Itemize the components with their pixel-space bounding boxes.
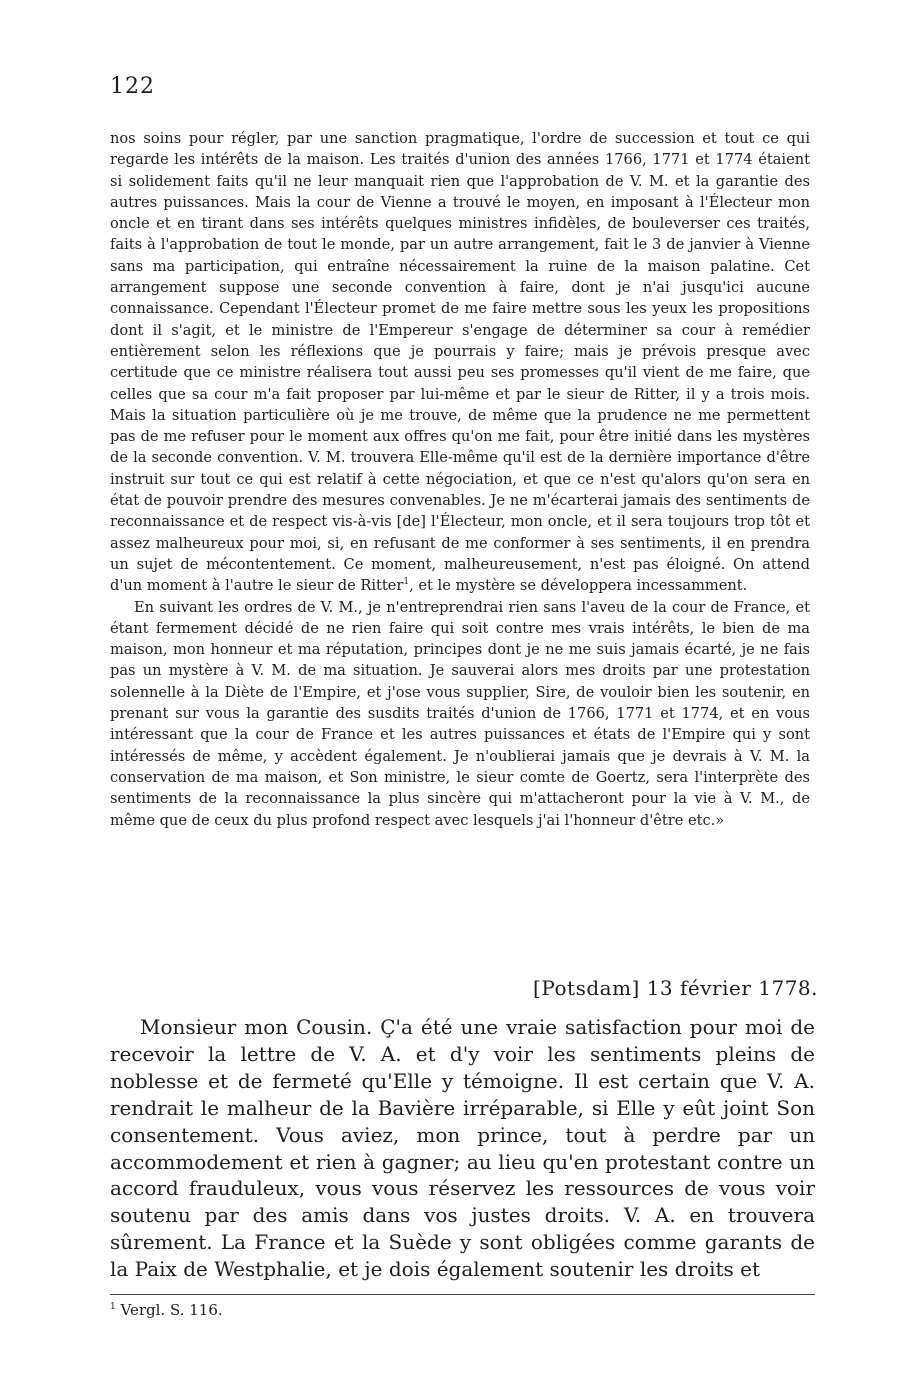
paragraph-text: nos soins pour régler, par une sanction pragmatique, l'ordre de succession et tout ce qui regarde les intérêts de la maison. Les traités d'union des années 1766, 1771 et 1774 étaient si solidement faits qu'il ne leur manquait rien que l'approbation de V. M. et la garantie des autres puissances. Mais la cour de Vienne a trouvé le moyen, en imposant à l'Électeur mon oncle et en tirant dans ses intérêts quelques ministres infidèles, de bouleverser ces traités, faits à l'approbation de tout le monde, par un autre arrangement, fait le 3 de janvier à Vienne sans ma participation, qui entraîne nécessairement la ruine de la maison palatine. Cet arrangement suppose une seconde convention à faire, dont je n'ai jusqu'ici aucune connaissance. Cependant l'Électeur promet de me faire mettre sous les yeux les propositions dont il s'agit, et le ministre de l'Empereur s'engage de déterminer sa cour à remédier entièrement selon les réflexions que je pourrais y faire; mais je prévois presque avec certitude que ce ministre réalisera tout aussi peu ses promesses qu'il vient de me faire, que celles que sa cour m'a fait proposer par lui-même et par le sieur de Ritter, il y a trois mois. Mais la situation particulière où je me trouve, de même que la prudence ne me permettent pas de me refuser pour le moment aux offres qu'on me fait, pour être initié dans les mystères de la seconde convention. V. M. trouvera Elle-même qu'il est de la dernière importance d'être instruit sur tout ce qui est relatif à cette négociation, et que ce n'est qu'alors qu'on sera en état de pouvoir prendre des mesures convenables. Je ne m'écarterai jamais des sentiments de reconnaissance et de respect vis-à-vis [de] l'Électeur, mon oncle, et il sera toujours trop tôt et assez malheureux pour moi, si, en refusant de me conformer à ses sentiments, il en prendra un sujet de mécontentement. Ce moment, malheureusement, n'est pas éloigné. On attend d'un moment à l'autre le sieur de Ritter	[110, 130, 810, 595]
paragraph	[110, 597, 810, 831]
paragraph-text: , et le mystère se développera incessamment.	[409, 577, 748, 595]
footnote-text: Vergl. S. 116.	[120, 1301, 223, 1319]
page-number: 122	[110, 74, 155, 99]
paragraph-text: En suivant les ordres de V. M., je n'entreprendrai rien sans l'aveu de la cour de France, et étant fermement décidé de ne rien faire qui soit contre mes vrais intérêts, le bien de ma maison, mon honneur et ma réputation, principes dont je ne me suis jamais écarté, je ne fais pas un mystère à V. M. de ma situation. Je sauverai alors mes droits par une protestation solennelle à la Diète de l'Empire, et j'ose vous supplier, Sire, de vouloir bien les soutenir, en prenant sur vous la garantie des susdits traités d'union de 1766, 1771 et 1774, et en vous intéressant que la cour de France et les autres puissances et états de l'Empire qui y sont intéressés de même, y accèdent également. Je n'oublierai jamais que je devrais à V. M. la conservation de ma maison, et Son ministre, le sieur comte de Goertz, sera l'interprète des sentiments de la reconnaissance la plus sincère qui m'attacheront pour la vie à V. M., de même que de ceux du plus profond respect avec lesquels j'ai l'honneur d'être etc.»	[110, 598, 810, 829]
footnote-reference: 1	[403, 577, 410, 588]
paragraph	[110, 128, 810, 597]
footnote-marker: 1	[110, 1302, 116, 1312]
footnote	[110, 1300, 223, 1320]
paragraph: Monsieur mon Cousin. Ç'a été une vraie satisfaction pour moi de recevoir la lettre de V. A. et d'y voir les sentiments pleins de noblesse et de fermeté qu'Elle y témoigne. Il est certain que V. A. rendrait le malheur de la Bavière irréparable, si Elle y eût joint Son consentement. Vous aviez, mon prince, tout à perdre par un accommodement et rien à gagner; au lieu qu'en protestant contre un accord frauduleux, vous vous réservez les ressources de vous voir soutenu par des amis dans vos justes droits. V. A. en trouvera sûrement. La France et la Suède y sont obligées comme garants de la Paix de Westphalie, et je dois également soutenir les droits et	[110, 1015, 815, 1282]
reply-letter	[110, 1014, 815, 1283]
footnote-divider	[110, 1294, 815, 1295]
letter-dateline: [Potsdam] 13 février 1778.	[533, 976, 818, 1000]
letter-continuation	[110, 128, 810, 831]
